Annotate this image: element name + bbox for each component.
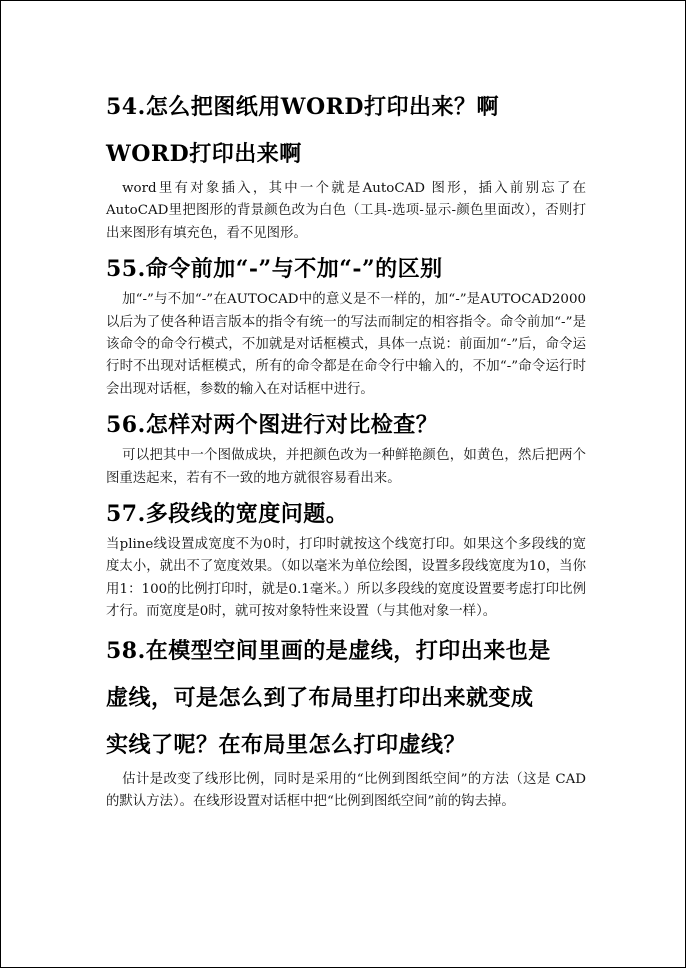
- heading-line: 实线了呢？在布局里怎么打印虚线？: [106, 731, 467, 758]
- section-54: [106, 84, 586, 245]
- section-58: [106, 628, 586, 814]
- section-heading: [106, 628, 586, 769]
- section-paragraph: 当pline线设置成宽度不为0时，打印时就按这个线宽打印。如果这个多段线的宽度太小，就出不了宽度效果。（如以毫米为单位绘图，设置多段线宽度为10，当你用1：100的比例打印时，就是0.1毫米。）所以多段线的宽度设置要考虑打印比例才行。而宽度是0时，就可按对象特性来设置（与其他对象一样）。: [106, 537, 586, 620]
- section-paragraph: word里有对象插入，其中一个就是AutoCAD 图形，插入前别忘了在AutoCAD里把图形的背景颜色改为白色（工具-选项-显示-颜色里面改），否则打出来图形有填充色，看不见图形。: [106, 181, 586, 241]
- heading-line: 58.在模型空间里画的是虚线，打印出来也是: [106, 637, 551, 664]
- heading-line: WORD打印出来啊: [106, 141, 302, 167]
- section-heading: [106, 249, 586, 289]
- section-55: [106, 249, 586, 401]
- heading-line: 54.怎么把图纸用WORD打印出来？啊: [106, 94, 500, 120]
- section-heading: [106, 494, 586, 534]
- section-paragraph: 估计是改变了线形比例，同时是采用的“比例到图纸空间”的方法（这是 CAD 的默认方法）。在线形设置对话框中把“比例到图纸空间”前的钩去掉。: [106, 771, 586, 810]
- section-heading: [106, 405, 586, 445]
- section-heading: [106, 84, 586, 178]
- section-paragraph: 可以把其中一个图做成块，并把颜色改为一种鲜艳颜色，如黄色，然后把两个图重迭起来，若有不一致的地方就很容易看出来。: [106, 448, 586, 486]
- section-56: [106, 405, 586, 490]
- document-body: [106, 84, 586, 818]
- heading-line: 虚线，可是怎么到了布局里打印出来就变成: [106, 684, 534, 711]
- section-paragraph: 加“-”与不加“-”在AUTOCAD中的意义是不一样的，加“-”是AUTOCAD2000以后为了使各种语言版本的指令有统一的写法而制定的相容指令。命令前加“-”是该命令的命令行模式，不加就是对话框模式，具体一点说：前面加“-”后，命令运行时不出现对话框模式，所有的命令都是在命令行中输入的，不加“-”命令运行时会出现对话框，参数的输入在对话框中进行。: [106, 292, 586, 397]
- heading-line: 56.怎样对两个图进行对比检查？: [106, 412, 439, 439]
- heading-line: 55.命令前加“-”与不加“-”的区别: [106, 256, 443, 283]
- section-57: [106, 494, 586, 624]
- heading-line: 57.多段线的宽度问题。: [106, 501, 349, 528]
